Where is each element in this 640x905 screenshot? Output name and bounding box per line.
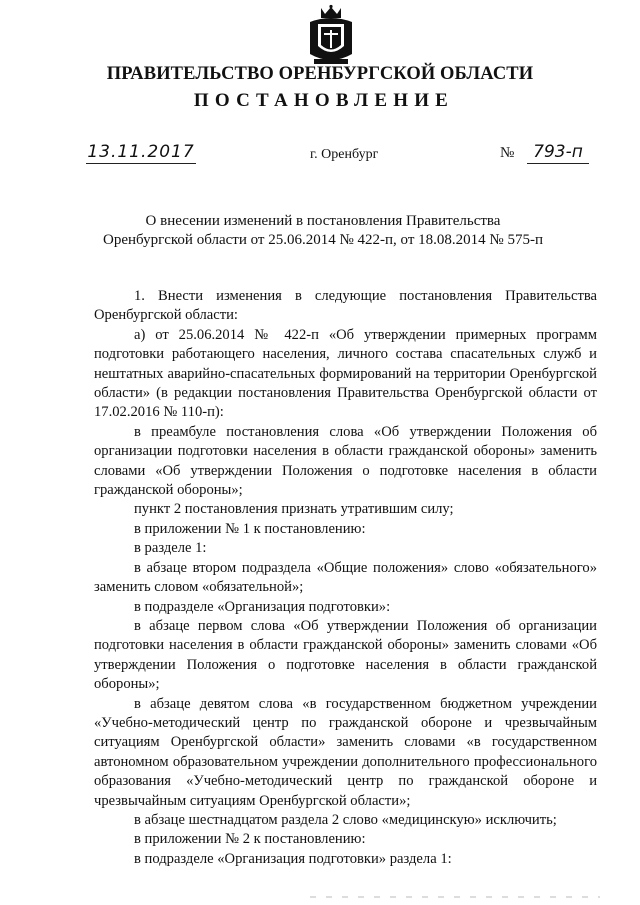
number-label: №: [500, 145, 515, 161]
body-paragraph: в преамбуле постановления слова «Об утверждении Положения об организации подготовки населения в области гражданской обороны» заменить словами «Об утверждении Положения о подготовке населения в области гражданской обороны»;: [94, 423, 597, 499]
body-paragraph: в абзаце втором подраздела «Общие положения» слово «обязательного» заменить словом «обязательной»;: [94, 559, 597, 596]
body-paragraph: в приложении № 2 к постановлению:: [134, 831, 366, 848]
subject-line: Оренбургской области от 25.06.2014 № 422-п, от 18.08.2014 № 575-п: [103, 232, 543, 248]
coat-of-arms-icon: [306, 4, 356, 68]
body-paragraph: пункт 2 постановления признать утратившим силу;: [134, 501, 454, 518]
body-paragraph: в абзаце первом слова «Об утверждении Положения об организации подготовки населения в области гражданской обороны» заменить словами «Об утверждении Положения о подготовке населения в области гражданской обороны»;: [94, 617, 597, 693]
body-paragraph: 1. Внести изменения в следующие постановления Правительства Оренбургской области:: [94, 288, 597, 324]
body-paragraph: в приложении № 1 к постановлению:: [134, 520, 366, 537]
document-date: 13.11.2017: [87, 142, 195, 162]
body-paragraph: в подразделе «Организация подготовки»:: [134, 598, 391, 615]
body-paragraph: в разделе 1:: [134, 540, 207, 557]
body-paragraph: а) от 25.06.2014 № 422-п «Об утверждении примерных программ подготовки работающего населения, личного состава спасательных служб и нештатных аварийно-спасательных формирований на территории Оренбургской области» (в редакции постановления Правительства Оренбургской области от 17.02.2016 № 110-п):: [94, 326, 597, 421]
body-paragraph: в абзаце шестнадцатом раздела 2 слово «медицинскую» исключить;: [134, 811, 557, 828]
scan-artifact-line: [310, 896, 600, 898]
document-city: г. Оренбург: [310, 147, 379, 162]
body-paragraph: в подразделе «Организация подготовки» раздела 1:: [134, 850, 452, 867]
document-number: 793-п: [527, 142, 589, 164]
document-body: [94, 287, 597, 869]
organization-title: ПРАВИТЕЛЬСТВО ОРЕНБУРГСКОЙ ОБЛАСТИ: [106, 64, 534, 84]
document-type: ПОСТАНОВЛЕНИЕ: [193, 90, 455, 111]
subject-line: О внесении изменений в постановления Правительства: [145, 213, 501, 229]
document-subject: [90, 212, 556, 250]
body-paragraph: в абзаце девятом слова «в государственном бюджетном учреждении «Учебно-методический центр по гражданской обороне и чрезвычайным ситуациям Оренбургской области» заменить словами «в государственном автономном образовательном учреждении дополнительного профессионального образования «Учебно-методический центр по гражданской обороне и чрезвычайным ситуациям Оренбургской области»;: [94, 695, 597, 809]
